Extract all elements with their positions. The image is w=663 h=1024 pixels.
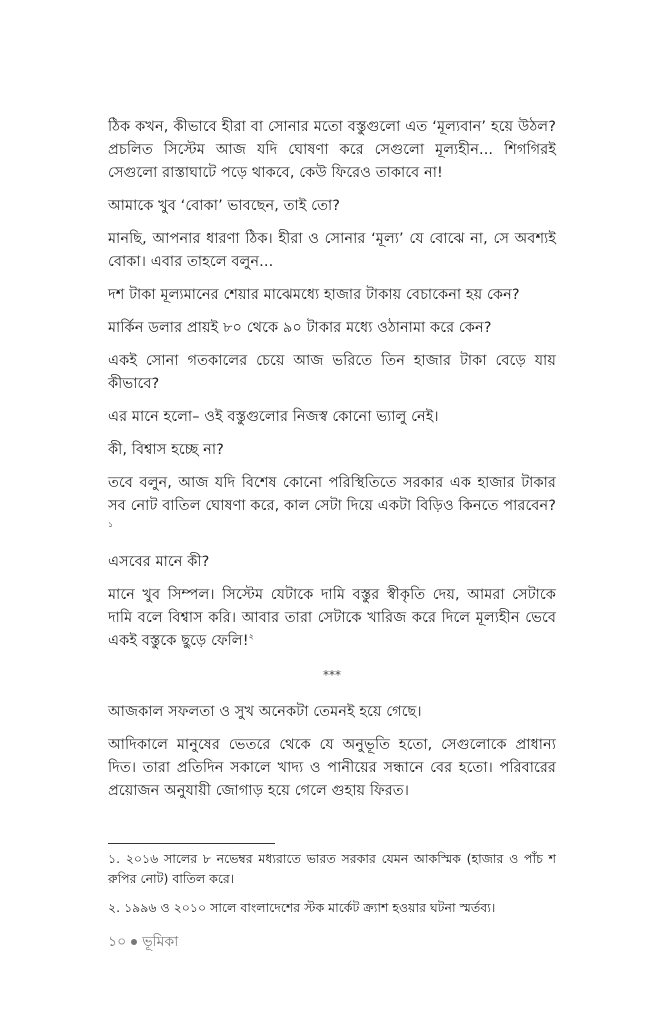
footnote-ref-2[interactable]: ২ (248, 632, 254, 642)
paragraph: কী, বিশ্বাস হচ্ছে না? (108, 442, 224, 458)
body-text (108, 116, 556, 813)
paragraph-text: মানে খুব সিম্পল। সিস্টেম যেটাকে দামি বস্তুর স্বীকৃতি দেয়, আমরা সেটাকে দামি বলে বিশ্বাস করি। আবার তারা সেটাকে খারিজ করে দিলে মূল্যহীন ভেবে একই বস্তুকে ছুড়ে ফেলি! (108, 587, 556, 649)
paragraph: একই সোনা গতকালের চেয়ে আজ ভরিতে তিন হাজার টাকা বেড়ে যায় কীভাবে? (108, 353, 556, 392)
paragraph-with-footnote (108, 584, 556, 653)
footnote-rule (108, 843, 275, 844)
paragraph: আজকাল সফলতা ও সুখ অনেকটা তেমনই হয়ে গেছে। (108, 704, 422, 720)
footnotes (108, 849, 556, 927)
footnote-ref-1[interactable]: ১ (108, 520, 114, 530)
footnote-1: ১. ২০১৬ সালের ৮ নভেম্বর মধ্যরাতে ভারত সরকার যেমন আকস্মিক (হাজার ও পাঁচ শ রুপির নোট) বাতিল করে। (108, 851, 556, 886)
paragraph: এসবের মানে কী? (108, 554, 210, 570)
paragraph: আমাকে খুব ‘বোকা’ ভাবছেন, তাই তো? (108, 198, 341, 214)
bullet-dot-icon (131, 939, 137, 945)
paragraph: ঠিক কখন, কীভাবে হীরা বা সোনার মতো বস্তুগুলো এত ‘মূল্যবান’ হয়ে উঠল? প্রচলিত সিস্টেম আজ যদি ঘোষণা করে সেগুলো মূল্যহীন... শিগগিরই সেগুলো রাস্তাঘাটে পড়ে থাকবে, কেউ ফিরেও তাকাবে না! (108, 119, 556, 181)
paragraph-text: তবে বলুন, আজ যদি বিশেষ কোনো পরিস্থিতিতে সরকার এক হাজার টাকার সব নোট বাতিল ঘোষণা করে, কাল সেটা দিয়ে একটা বিড়িও কিনতে পারবেন? (108, 475, 556, 514)
paragraph: আদিকালে মানুষের ভেতরে থেকে যে অনুভূতি হতো, সেগুলোকে প্রাধান্য দিত। তারা প্রতিদিন সকালে খাদ্য ও পানীয়ের সন্ধানে বের হতো। পরিবারের প্রয়োজন অনুযায়ী জোগাড় হয়ে গেলে গুহায় ফিরত। (108, 737, 556, 799)
paragraph-with-footnote (108, 472, 556, 541)
page-footer (108, 930, 178, 954)
page-number: ১০ (108, 934, 127, 950)
footnote-2: ২. ১৯৯৬ ও ২০১০ সালে বাংলাদেশের স্টক মার্কেট ক্র্যাশ হওয়ার ঘটনা স্মর্তব্য। (108, 900, 496, 915)
paragraph: মার্কিন ডলার প্রায়ই ৮০ থেকে ৯০ টাকার মধ্যে ওঠানামা করে কেন? (108, 320, 492, 336)
paragraph: এর মানে হলো– ওই বস্তুগুলোর নিজস্ব কোনো ভ্যালু নেই। (108, 409, 439, 425)
section-name: ভূমিকা (142, 934, 179, 950)
paragraph: দশ টাকা মূল্যমানের শেয়ার মাঝেমধ্যে হাজার টাকায় বেচাকেনা হয় কেন? (108, 287, 520, 303)
section-separator: *** (323, 668, 341, 682)
paragraph: মানছি, আপনার ধারণা ঠিক। হীরা ও সোনার ‘মূল্য’ যে বোঝে না, সে অবশ্যই বোকা। এবার তাহলে বলুন... (108, 231, 556, 270)
